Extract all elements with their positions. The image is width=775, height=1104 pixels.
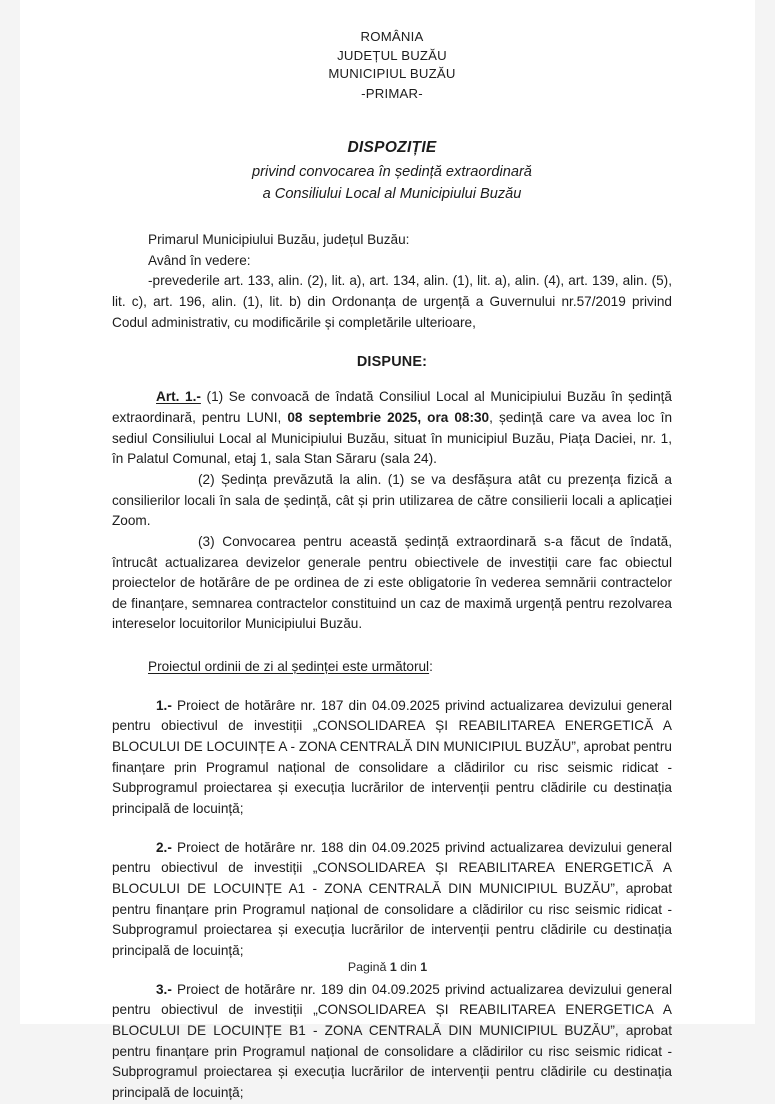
agenda-item-number: 1.- [156,697,172,713]
document-preamble [112,230,672,333]
page-title: DISPOZIȚIE [347,138,437,156]
footer-prefix: Paginǎ [347,960,390,974]
agenda-item-number: 2.- [156,839,172,855]
agenda-item-text: Proiect de hotărâre nr. 188 din 04.09.2025 privind actualizarea devizului general pentru obiectivul de investiții „CONSOLIDAREA ȘI REABILITAREA ENERGETICĂ A BLOCULUI DE LOCUINȚE A1 - ZONA CENTRALĂ DIN MUNICIPIUL BUZĂU”, aprobat pentru finanțare prin Programul național de consolidare a clădirilor cu risc seismic ridicat - Subprogramul proiectarea și execuția lucrărilor de intervenții pentru clădirile cu destinația principală de locuință; [112,839,672,958]
agenda-item-number: 3.- [156,981,172,997]
article-1-text-after-date: , ședință care va avea loc în sediul Consiliului Local al Municipiului Buzău, situat în municipiul Buzău, Piața Daciei, nr. 1, în Palatul Comunal, etaj 1, sala Stan Săraru (sala 24). [112,409,673,467]
article-1-paragraph-2: (2) Ședința prevăzută la alin. (1) se va desfășura atât cu prezența fizică a consilierilor locali în sala de ședință, cât și prin utilizarea de către consilierii locali a aplicației Zoom. [112,471,672,529]
footer-current-page: 1 [389,960,397,974]
footer-middle: din [396,960,421,974]
article-1-text-before-date: (1) Se convoacă de îndată Consiliul Local al Municipiului Buzău în ședință extraordinară, pentru LUNI, [112,389,672,425]
masthead-municipality: MUNICIPIUL BUZĂU [328,66,456,82]
masthead-county: JUDEȚUL BUZĂU [337,47,447,63]
document-articles [112,387,672,635]
preamble-legal-basis: -prevederile art. 133, alin. (2), lit. a), art. 134, alin. (1), lit. a), alin. (4), art. 139, alin. (5), lit. c), art. 196, alin. (1), lit. b) din Ordonanța de urgență a Guvernului nr.57/2019 privind Codul administrativ, cu modificările și completările ulterioare, [112,273,672,330]
agenda-item-text: Proiect de hotărâre nr. 189 din 04.09.2025 privind actualizarea devizului general pentru obiectivul de investiții „CONSOLIDAREA ȘI REABILITAREA ENERGETICA A BLOCULUI DE LOCUINȚE B1 - ZONA CENTRALĂ DIN MUNICIPIUL BUZĂU”, aprobat pentru finanțare prin Programul național de consolidare a clădirilor cu risc seismic ridicat - Subprogramul proiectarea și execuția lucrărilor de intervenții pentru clădirile cu destinația principală de locuință; [112,981,672,1100]
dispune-heading: DISPUNE: [356,354,428,371]
document-title-block [112,136,672,206]
page-footer [20,960,755,974]
meeting-datetime: 08 septembrie 2025, ora 08:30 [287,409,490,425]
document-content-column [112,0,673,1100]
title-subtitle-line-2: a Consiliului Local al Municipiului Buzău [262,186,522,203]
preamble-mayor-line: Primarul Municipiului Buzău, județul Buzău: [148,231,410,247]
document-page [20,0,755,1100]
masthead-country: ROMÂNIA [360,29,424,44]
footer-total-pages: 1 [420,960,428,974]
article-1-paragraph-3: (3) Convocarea pentru această ședință extraordinară s-a făcut de îndată, întrucât actualizarea devizelor generale pentru obiectivele de investiții care fac obiectul proiectelor de hotărâre de pe ordinea de zi este obligatorie în vederea semnării contractelor de finanțare, semnarea contractelor constituind un caz de maximă urgență pentru rezolvarea intereselor locuitorilor Municipiului Buzău. [112,533,672,632]
list-item [112,696,672,820]
agenda-lead [112,657,672,678]
agenda-items-list [112,696,672,1104]
article-1-paragraph-1 [112,387,672,470]
article-1-label: Art. 1.- [156,389,201,405]
list-item [112,838,672,962]
masthead-office: -PRIMAR- [361,86,423,102]
agenda-lead-underlined-text: Proiectul ordinii de zi al ședinței este următorul [148,659,430,675]
agenda-lead-colon: : [429,659,433,675]
document-masthead [112,0,672,104]
preamble-considering-line: Având în vedere: [148,252,251,268]
list-item [112,980,672,1104]
title-subtitle-line-1: privind convocarea în ședință extraordinară [252,164,532,181]
agenda-item-text: Proiect de hotărâre nr. 187 din 04.09.2025 privind actualizarea devizului general pentru obiectivul de investiții „CONSOLIDAREA ȘI REABILITAREA ENERGETICĂ A BLOCULUI DE LOCUINȚE A - ZONA CENTRALĂ DIN MUNICIPIUL BUZĂU”, aprobat pentru finanțare prin Programul național de consolidare a clădirilor cu risc seismic ridicat - Subprogramul proiectarea și execuția lucrărilor de intervenții pentru clădirile cu destinația principală de locuință; [112,697,672,817]
